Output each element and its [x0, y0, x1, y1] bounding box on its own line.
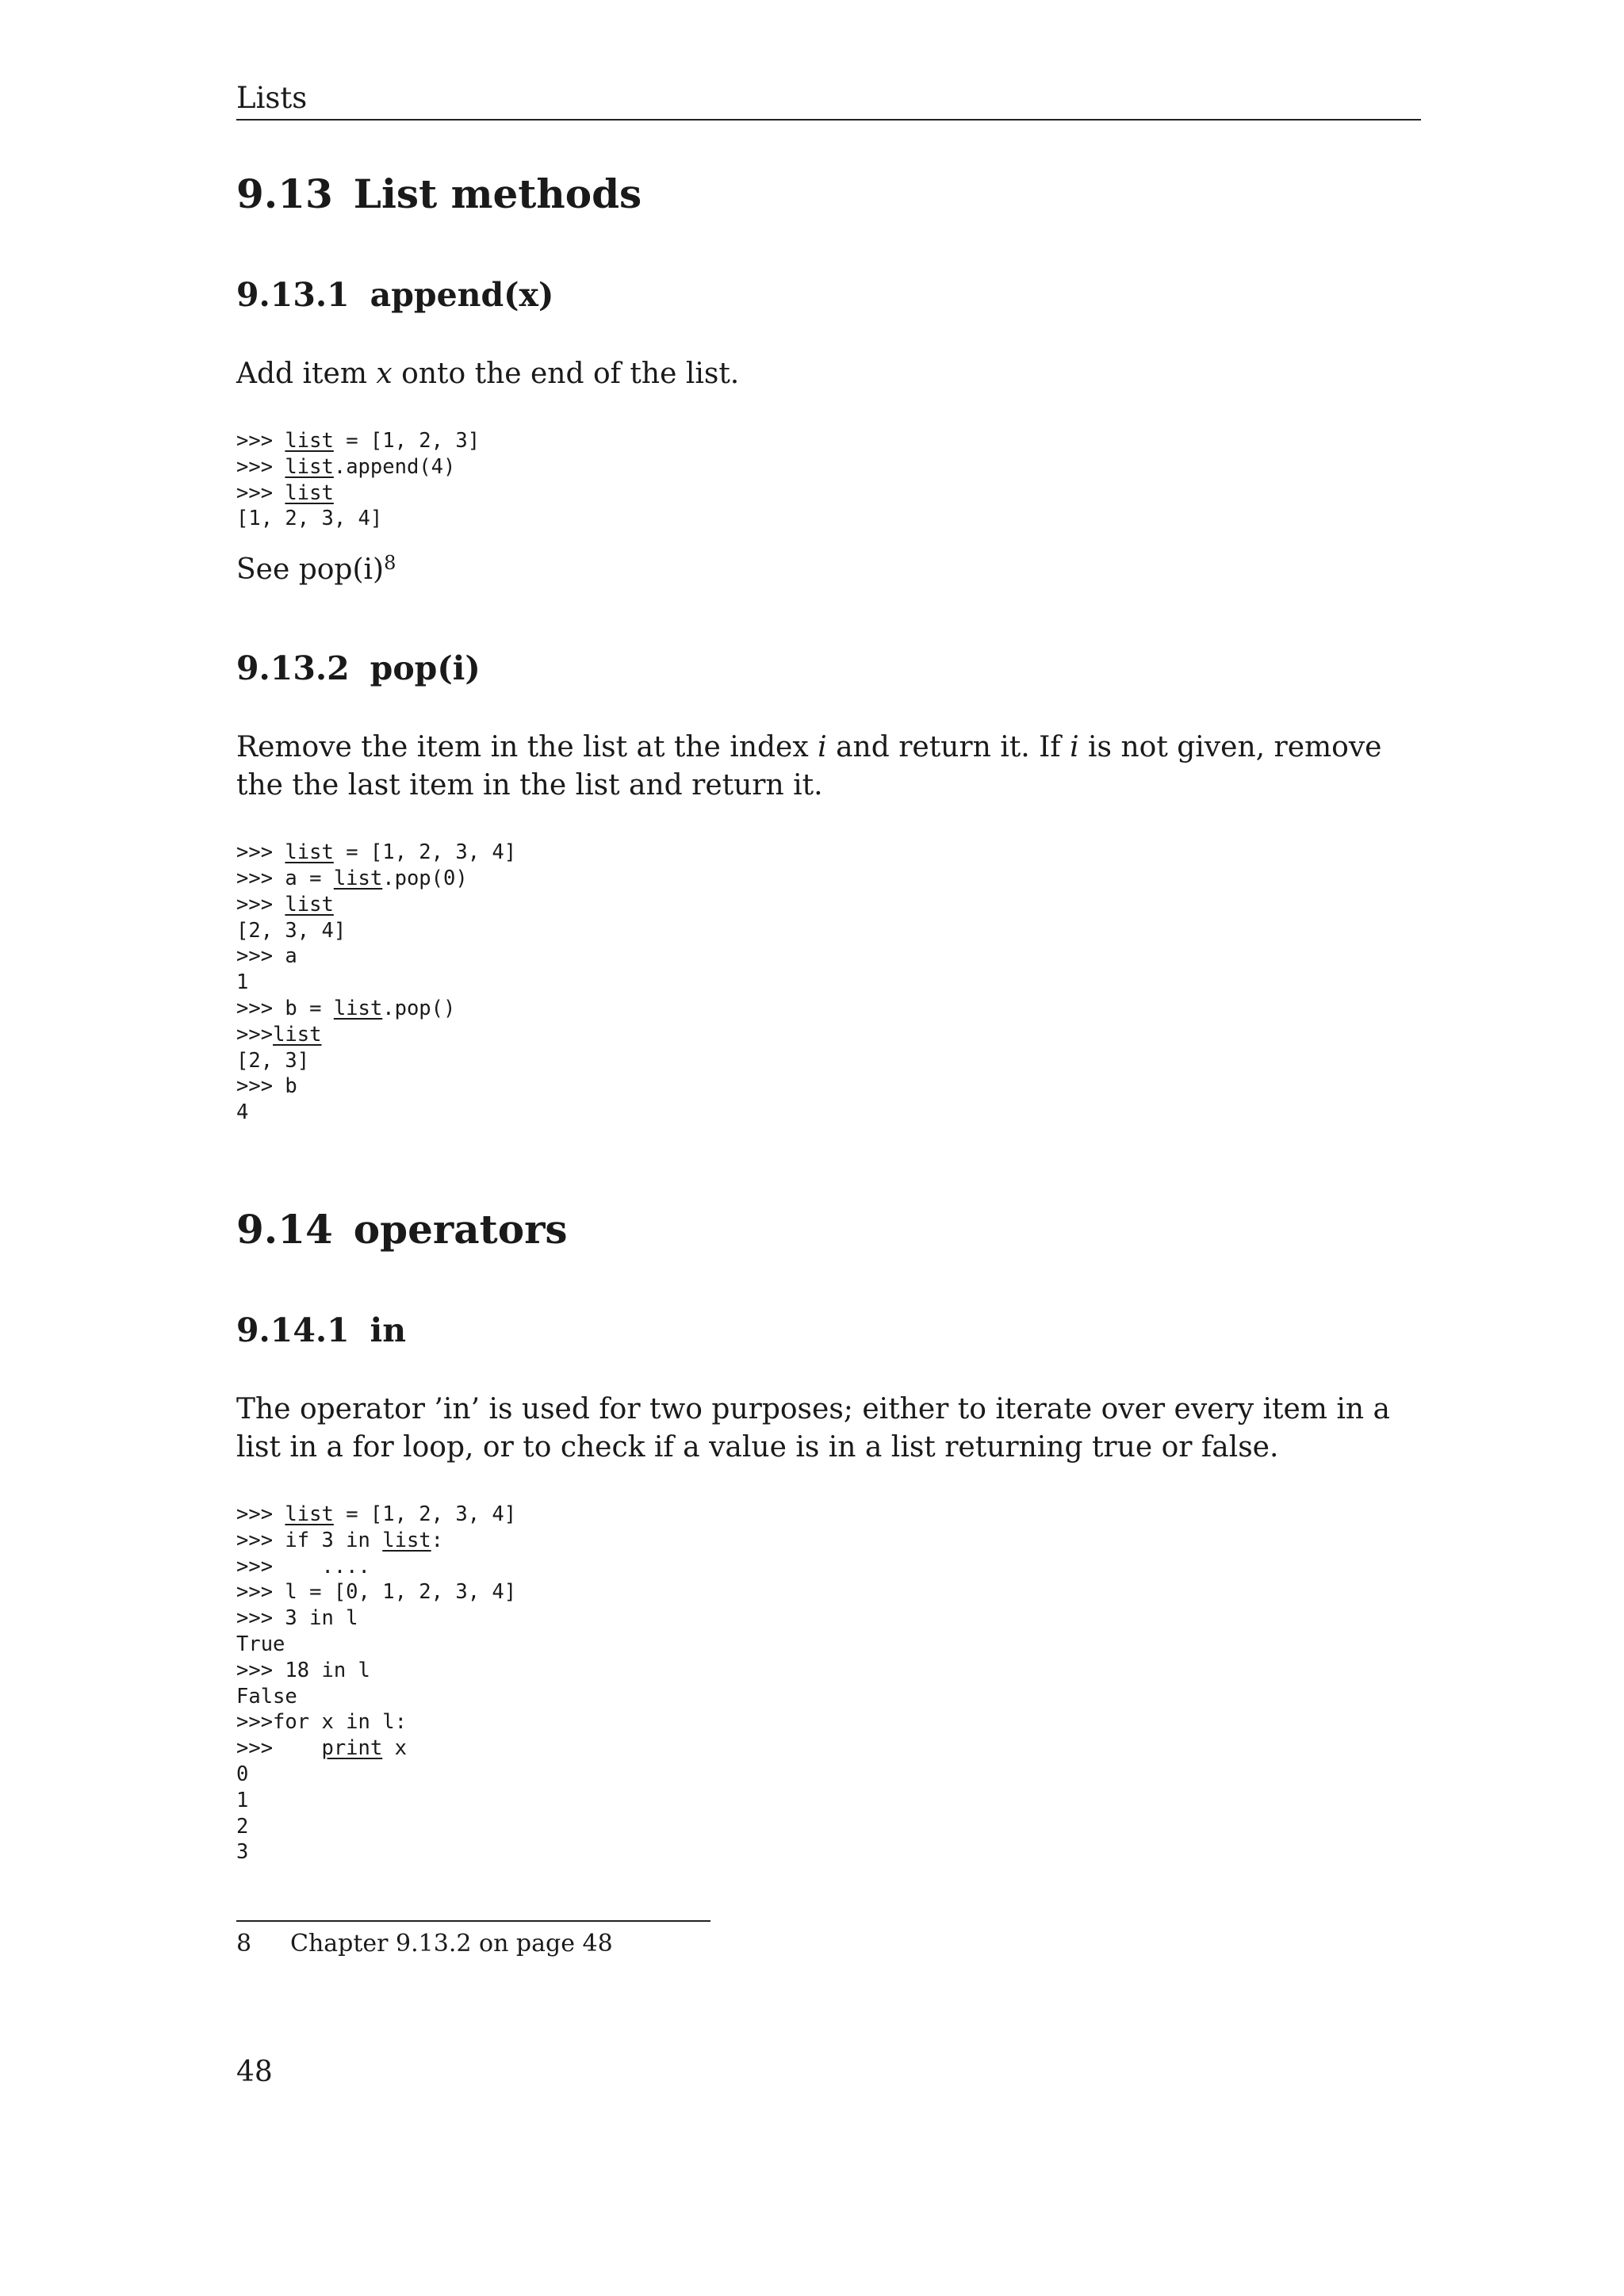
variable-i: i [1070, 731, 1079, 764]
page-number: 48 [236, 2056, 273, 2088]
code-keyword-list: list [382, 1528, 431, 1552]
subsection-heading-9-13-2 [236, 646, 1421, 691]
footnote-marker: 8 [384, 552, 396, 575]
section-title: List methods [353, 170, 642, 217]
in-operator-description: The operator ’in’ is used for two purposes; either to iterate over every item in a list in a for loop, or to check if a value is in a list returning true or false. [236, 1392, 1390, 1464]
text-run: onto the end of the list. [392, 358, 740, 390]
text-run: Add item [236, 358, 377, 390]
variable-x: x [376, 358, 393, 390]
section-number: 9.14 [236, 1205, 333, 1253]
append-description [236, 355, 1421, 393]
section-heading-9-14 [236, 1202, 1421, 1257]
code-keyword-list: list [285, 892, 334, 916]
code-keyword-list: list [285, 429, 334, 453]
subsection-title: pop(i) [370, 649, 481, 688]
code-block-pop: >>> list = [1, 2, 3, 4] >>> a = list.pop(0) >>> list [2, 3, 4] >>> a 1 >>> b = list.pop() >>>list [2, 3] >>> b 4 [236, 840, 517, 1125]
footnote [236, 1928, 613, 1960]
subsection-title: in [370, 1311, 407, 1349]
page-content [236, 166, 1421, 1885]
variable-i: i [818, 731, 827, 764]
running-head: Lists [236, 79, 1421, 121]
code-block-append: >>> list = [1, 2, 3] >>> list.append(4) >>> list [1, 2, 3, 4] [236, 429, 481, 531]
code-keyword-list: list [273, 1022, 322, 1047]
pop-description: Remove the item in the list at the index i and return it. If i is not given, remove the the last item in the list and return it. [236, 731, 1382, 802]
footnote-number: 8 [236, 1930, 252, 1957]
code-keyword-list: list [285, 454, 334, 479]
subsection-number: 9.13.2 [236, 649, 350, 688]
code-keyword-print: print [321, 1736, 383, 1761]
see-also-line [236, 551, 1421, 589]
code-block-in: >>> list = [1, 2, 3, 4] >>> if 3 in list: >>> .... >>> l = [0, 1, 2, 3, 4] >>> 3 in l True >>> 18 in l False >>>for x in l: >>> print x 0 1 2 3 [236, 1502, 517, 1865]
subsection-number: 9.13.1 [236, 276, 350, 314]
code-keyword-list: list [285, 1502, 334, 1526]
code-keyword-list: list [285, 480, 334, 505]
subsection-heading-9-14-1 [236, 1308, 1421, 1353]
subsection-heading-9-13-1 [236, 273, 1421, 317]
code-keyword-list: list [333, 996, 383, 1020]
footnote-text: Chapter 9.13.2 on page 48 [290, 1930, 613, 1957]
subsection-number: 9.14.1 [236, 1311, 350, 1349]
section-number: 9.13 [236, 170, 333, 217]
section-title: operators [353, 1205, 568, 1253]
section-heading-9-13 [236, 166, 1421, 222]
subsection-title: append(x) [370, 276, 554, 314]
see-also-text: See pop(i) [236, 553, 385, 587]
code-keyword-list: list [333, 866, 383, 890]
footnote-divider [236, 1920, 710, 1922]
code-keyword-list: list [285, 840, 334, 865]
